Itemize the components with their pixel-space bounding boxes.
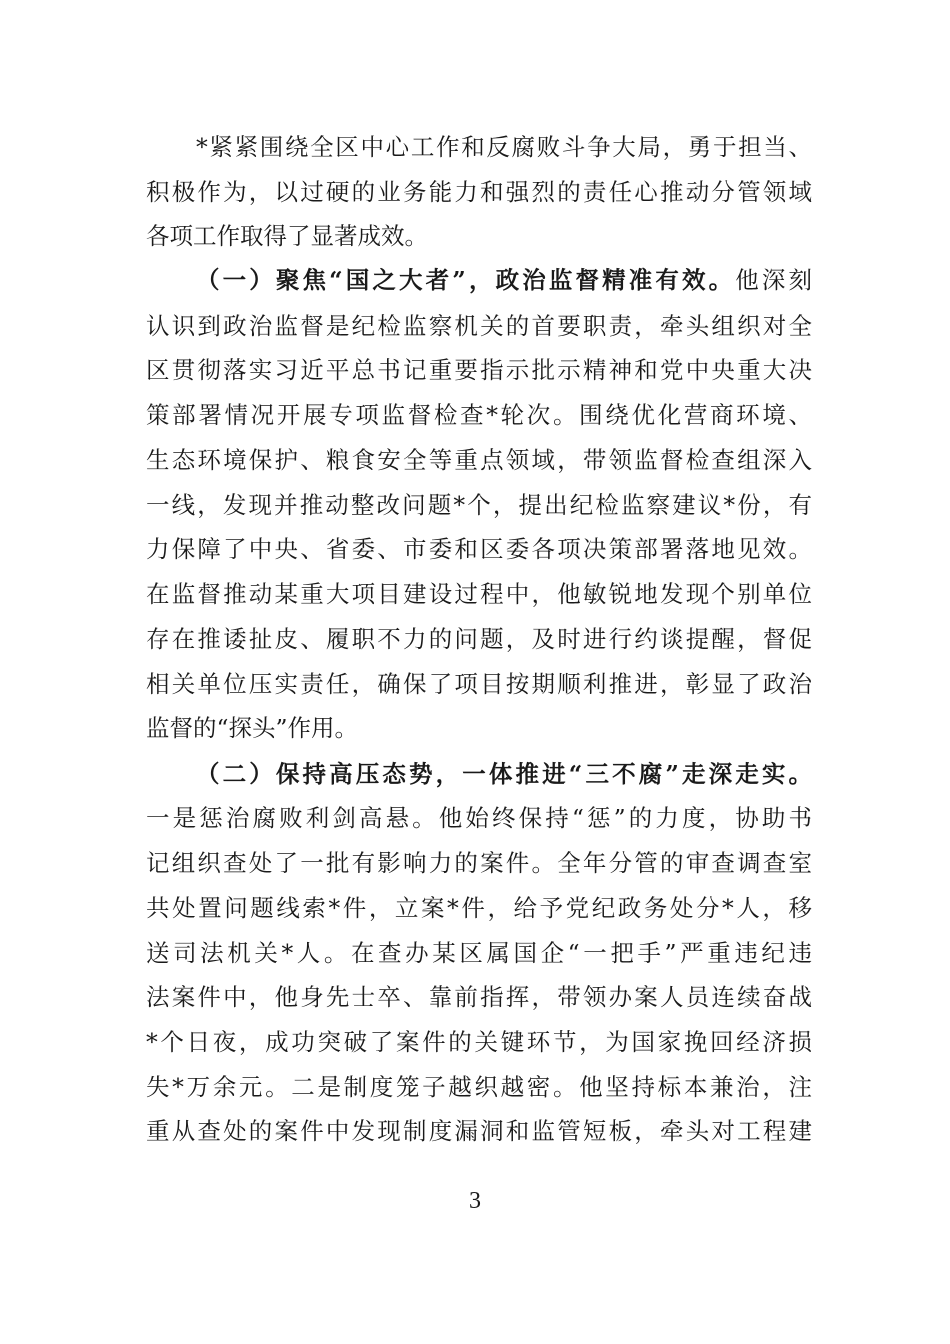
paragraph-line-8: 生态环境保护、粮食安全等重点领域，带领监督检查组深入 [146,446,812,474]
section-heading-1: （一）聚焦“国之大者”，政治监督精准有效。 [196,266,736,294]
paragraph-line-21: *个日夜，成功突破了案件的关键环节，为国家挽回经济损 [146,1028,812,1056]
paragraph-line-6: 区贯彻落实习近平总书记重要指示批示精神和党中央重大决 [146,356,812,384]
paragraph-line-2: 积极作为，以过硬的业务能力和强烈的责任心推动分管领域 [146,178,812,206]
paragraph-line-17: 记组织查处了一批有影响力的案件。全年分管的审查调查室 [146,849,812,877]
section-heading-line [196,258,812,302]
paragraph-line-9: 一线，发现并推动整改问题*个，提出纪检监察建议*份，有 [146,491,812,519]
paragraph-line-22: 失*万余元。二是制度笼子越织越密。他坚持标本兼治，注 [146,1073,812,1101]
paragraph-line-3: 各项工作取得了显著成效。 [146,222,428,250]
section-1-text-start: 他深刻 [735,266,812,294]
section-heading-2: （二）保持高压态势，一体推进“三不腐”走深走实。 [196,760,812,788]
paragraph-line-10: 力保障了中央、省委、市委和区委各项决策部署落地见效。 [146,535,812,563]
paragraph-line-14: 监督的“探头”作用。 [146,714,359,742]
paragraph-line-12: 存在推诿扯皮、履职不力的问题，及时进行约谈提醒，督促 [146,625,812,653]
paragraph-line-7: 策部署情况开展专项监督检查*轮次。围绕优化营商环境、 [146,401,812,429]
paragraph-line-18: 共处置问题线索*件，立案*件，给予党纪政务处分*人，移 [146,894,812,922]
paragraph-line-23: 重从查处的案件中发现制度漏洞和监管短板，牵头对工程建 [146,1117,812,1145]
paragraph-line-5: 认识到政治监督是纪检监察机关的首要职责，牵头组织对全 [146,312,812,340]
paragraph-line-1: *紧紧围绕全区中心工作和反腐败斗争大局，勇于担当、 [196,133,812,161]
paragraph-line-13: 相关单位压实责任，确保了项目按期顺利推进，彰显了政治 [146,670,812,698]
paragraph-line-19: 送司法机关*人。在查办某区属国企“一把手”严重违纪违 [146,939,812,967]
paragraph-line-11: 在监督推动某重大项目建设过程中，他敏锐地发现个别单位 [146,580,812,608]
page-number: 3 [469,1188,481,1214]
paragraph-line-16: 一是惩治腐败利剑高悬。他始终保持“惩”的力度，协助书 [146,804,812,832]
paragraph-line-20: 法案件中，他身先士卒、靠前指挥，带领办案人员连续奋战 [146,983,812,1011]
